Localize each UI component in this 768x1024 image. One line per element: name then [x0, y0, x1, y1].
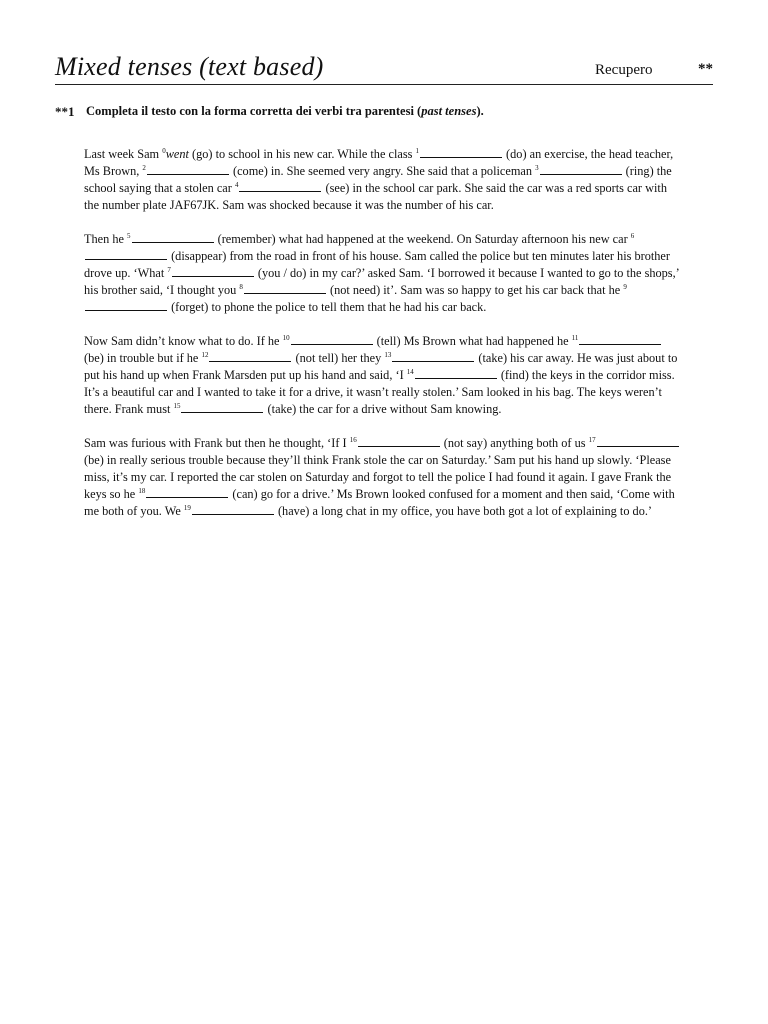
answer-blank[interactable]: [146, 486, 228, 498]
answer-blank[interactable]: [172, 265, 254, 277]
text-segment: (have) a long chat in my office, you have both got a lot of explaining to do.’: [274, 504, 653, 518]
level-label: Recupero: [595, 62, 653, 78]
text-segment: (you / do) in my car?’ asked Sam. ‘I borrowed it because I wanted to go to the shops,’ his brother said, ‘I thought you: [84, 266, 682, 297]
gap-number: 0: [162, 147, 166, 155]
text-segment: Last week Sam: [84, 147, 163, 161]
answer-blank[interactable]: [85, 299, 167, 311]
gap-number: 8: [239, 283, 243, 291]
text-segment: (ring) the school saying that a stolen car: [84, 164, 675, 195]
text-paragraph: [84, 435, 684, 520]
gap-number: 10: [282, 334, 290, 342]
text-segment: (do) an exercise, the head teacher, Ms Brown,: [84, 147, 677, 178]
exercise-instruction: [86, 104, 484, 119]
gap-number: 19: [183, 504, 191, 512]
gap-number: 1: [415, 147, 419, 155]
gap-number: 12: [201, 351, 209, 359]
answer-blank[interactable]: [597, 435, 679, 447]
answer-blank[interactable]: [540, 163, 622, 175]
exercise-text: [84, 146, 684, 537]
worksheet-header: [55, 50, 713, 85]
gap-number: 17: [588, 436, 596, 444]
worksheet-title: Mixed tenses (text based): [55, 52, 324, 81]
gap-number: 11: [571, 334, 579, 342]
answer-blank[interactable]: [358, 435, 440, 447]
text-segment: (see) in the school car park. She said the car was a red sports car with the number plate JAF67JK. Sam was shocked because it was the number of his car.: [84, 181, 671, 212]
gap-number: 16: [349, 436, 357, 444]
text-segment: (find) the keys in the corridor miss. It’s a beautiful car and I wanted to take it for a drive, it wasn’t really stolen.’ Sam looked in his bag. The keys weren’t there. Frank must: [84, 368, 678, 416]
gap-number: 9: [623, 283, 627, 291]
gap-number: 7: [167, 266, 171, 274]
text-segment: (not tell) her they: [292, 351, 385, 365]
difficulty-stars: **: [698, 61, 713, 77]
text-paragraph: [84, 231, 684, 316]
text-segment: (take) the car for a drive without Sam knowing.: [264, 402, 502, 416]
text-segment: (take) his car away. He was just about to put his hand up when Frank Marsden put up his hand and said, ‘I: [84, 351, 681, 382]
instruction-end-text: ).: [476, 104, 484, 118]
answer-blank[interactable]: [192, 503, 274, 515]
text-segment: (disappear) from the road in front of his house. Sam called the police but ten minutes later his brother drove up. ‘What: [84, 249, 674, 280]
text-segment: (not need) it’. Sam was so happy to get his car back that he: [326, 283, 624, 297]
answer-blank[interactable]: [239, 180, 321, 192]
text-segment: (be) in really serious trouble because they’ll think Frank stole the car on Saturday.’ Sam put his hand up slowly. ‘Please miss, it’s my car. I reported the car stolen on Saturday and forgot to tell the police I had found it again. I gave Frank the keys so he: [84, 436, 683, 501]
instruction-text: Completa il testo con la forma corretta dei verbi tra parentesi (: [86, 104, 422, 118]
gap-number: 13: [384, 351, 392, 359]
answer-blank[interactable]: [244, 282, 326, 294]
example-answer: went: [165, 147, 189, 161]
gap-number: 4: [234, 181, 239, 189]
gap-number: 18: [138, 487, 146, 495]
gap-number: 14: [406, 368, 414, 376]
gap-number: 2: [142, 164, 146, 172]
text-segment: Then he: [84, 232, 128, 246]
gap-number: 6: [630, 232, 635, 240]
answer-blank[interactable]: [181, 401, 263, 413]
gap-number: 15: [173, 402, 181, 410]
text-segment: (go) to school in his new car. While the class: [188, 147, 416, 161]
text-segment: (not say) anything both of us: [440, 436, 589, 450]
instruction-italic-text: past tenses: [421, 104, 477, 118]
text-segment: (can) go for a drive.’ Ms Brown looked confused for a moment and then said, ‘Come with me both of you. We: [84, 487, 678, 518]
answer-blank[interactable]: [392, 350, 474, 362]
text-segment: (come) in. She seemed very angry. She said that a policeman: [229, 164, 536, 178]
answer-blank[interactable]: [579, 333, 661, 345]
text-segment: (forget) to phone the police to tell them that he had his car back.: [168, 300, 487, 314]
gap-number: 5: [127, 232, 131, 240]
answer-blank[interactable]: [420, 146, 502, 158]
text-segment: (remember) what had happened at the weekend. On Saturday afternoon his new car: [214, 232, 631, 246]
text-segment: Sam was furious with Frank but then he thought, ‘If I: [84, 436, 350, 450]
answer-blank[interactable]: [147, 163, 229, 175]
answer-blank[interactable]: [209, 350, 291, 362]
answer-blank[interactable]: [132, 231, 214, 243]
text-segment: (tell) Ms Brown what had happened he: [373, 334, 572, 348]
answer-blank[interactable]: [291, 333, 373, 345]
text-segment: (be) in trouble but if he: [84, 334, 666, 365]
text-paragraph: [84, 146, 684, 214]
text-paragraph: [84, 333, 684, 418]
exercise-number: **1: [55, 104, 75, 119]
gap-number: 3: [535, 164, 539, 172]
answer-blank[interactable]: [85, 248, 167, 260]
text-segment: Now Sam didn’t know what to do. If he: [84, 334, 283, 348]
answer-blank[interactable]: [415, 367, 497, 379]
